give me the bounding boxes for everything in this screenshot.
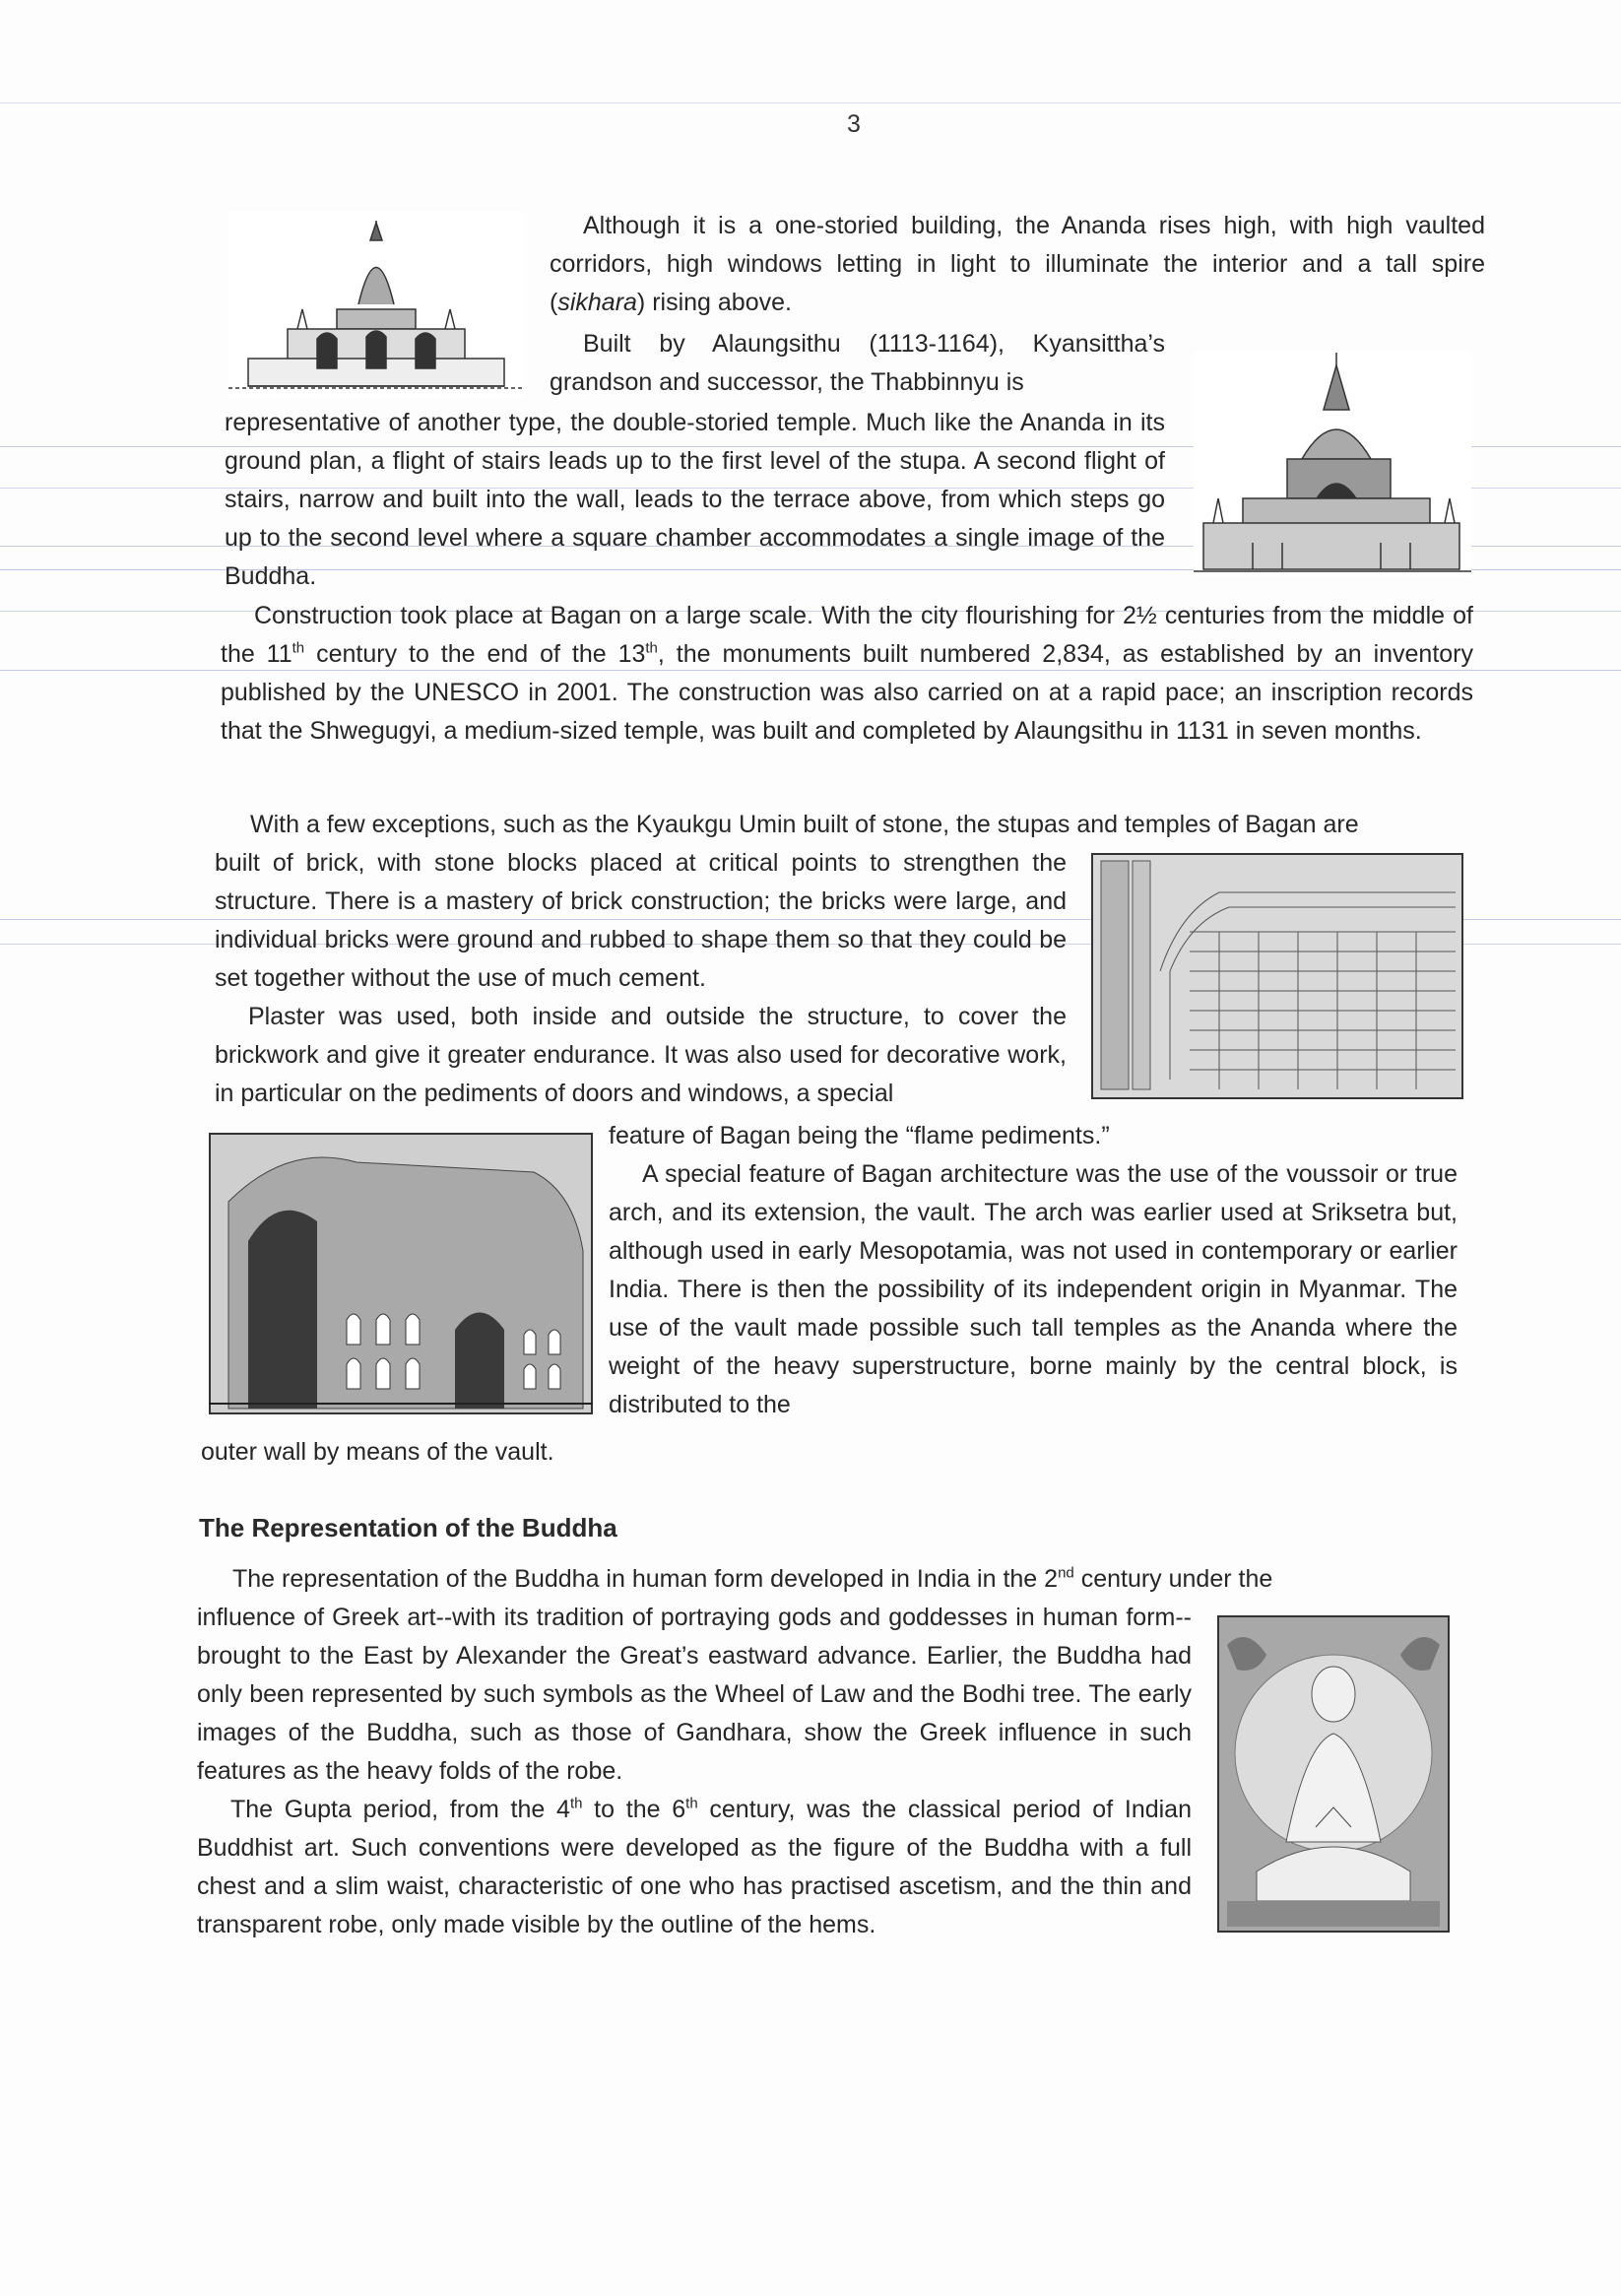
paragraph-8-text-c: century, was the classical period of Indian Buddhist art. Such conventions were developed as the figure of the Buddha with a full chest and a slim waist, characteristic of one who has practised ascetism, and the thin and transparent robe, only made visible by the outline of the hems.	[197, 1796, 1192, 1938]
superscript: th	[569, 1795, 583, 1812]
superscript: th	[292, 639, 305, 657]
superscript: th	[685, 1795, 698, 1812]
paragraph-6-last-line: outer wall by means of the vault.	[201, 1438, 554, 1466]
paragraph-1: Although it is a one-storied building, the Ananda rises high, with high vaulted corridors, high windows letting in light to illuminate the interior and a tall spire (sikhara) rising above.	[550, 212, 1485, 316]
superscript: th	[645, 639, 658, 657]
scan-line	[0, 102, 1621, 103]
paragraph-4-text: built of brick, with stone blocks placed at critical points to strengthen the structure. There is a mastery of brick construction; the bricks were large, and individual bricks were ground and rubbed to shape them so that they could be set together without the use of much cement.	[215, 849, 1067, 992]
paragraph-6	[609, 1117, 1458, 1424]
paragraph-3-text-b: century to the end of the 13	[304, 640, 646, 668]
paragraph-4-first	[217, 806, 1469, 844]
paragraph-7-first	[199, 1560, 1458, 1599]
paragraph-8-text-a: The Gupta period, from the 4	[230, 1796, 570, 1823]
paragraph-2-rest	[225, 404, 1165, 596]
paragraph-1-text: Although it is a one-storied building, the Ananda rises high, with high vaulted corridors, high windows letting in light to illuminate the interior and a tall spire	[550, 212, 1485, 278]
paragraph-4-5	[215, 844, 1067, 1113]
paragraph-7-text-a: The representation of the Buddha in human form developed in India in the 2	[232, 1565, 1059, 1593]
paragraph-6-end	[201, 1433, 1087, 1472]
paragraph-2-start	[550, 325, 1165, 402]
paragraph-4-first-line: With a few exceptions, such as the Kyaukgu Umin built of stone, the stupas and temples of Bagan are	[250, 811, 1359, 838]
paragraph-2-text: representative of another type, the double-storied temple. Much like the Ananda in its ground plan, a flight of stairs leads up to the first level of the stupa. A second flight of stairs, narrow and built into the wall, leads to the terrace above, from which steps go up to the second level where a square chamber accommodates a single image of the Buddha.	[225, 409, 1165, 590]
paragraph-7-text: influence of Greek art--with its tradition of portraying gods and goddesses in human form--brought to the East by Alexander the Great’s eastward advance. Earlier, the Buddha had only been represented by such symbols as the Wheel of Law and the Bodhi tree. The early images of the Buddha, such as those of Gandhara, show the Greek influence in such features as the heavy folds of the robe.	[197, 1604, 1192, 1785]
brickwork-plaster-photo	[1091, 853, 1463, 1099]
paragraph-7-8	[197, 1599, 1192, 1944]
paragraph-2-first-lines: Built by Alaungsithu (1113-1164), Kyansittha’s grandson and successor, the Thabbinnyu is	[550, 330, 1165, 396]
paragraph-5-end: feature of Bagan being the “flame pediments.”	[609, 1122, 1110, 1149]
vaulted-arch-photo	[209, 1133, 593, 1414]
paragraph-3	[221, 597, 1473, 751]
paragraph-5-text: Plaster was used, both inside and outside the structure, to cover the brickwork and give it greater endurance. It was also used for decorative work, in particular on the pediments of doors and windows, a special	[215, 1003, 1067, 1107]
paragraph-3-text-c: , the monuments built numbered 2,834, as established by an inventory published by the UNESCO in 2001. The construction was also carried on at a rapid pace; an inscription records that the Shwegugyi, a medium-sized temple, was built and completed by Alaungsithu in 1131 in seven months.	[221, 640, 1474, 745]
paragraph-1-italic: sikhara	[557, 289, 637, 316]
paragraph-1-end: rising above.	[645, 289, 792, 316]
paragraph-7-text-b: century under the	[1073, 1565, 1273, 1593]
paragraph-3-text-a: Construction took place at Bagan on a large scale. With the city flourishing for 2½ centuries from the middle of the 11	[221, 602, 1473, 668]
buddha-sculpture-photo	[1217, 1615, 1450, 1933]
page-number: 3	[847, 110, 861, 138]
paragraph-6-text: A special feature of Bagan architecture was the use of the voussoir or true arch, and its extension, the vault. The arch was earlier used at Sriksetra but, although used in early Mesopotamia, was not used in contemporary or earlier India. There is then the possibility of its independent origin in Myanmar. The use of the vault made possible such tall temples as the Ananda where the weight of the heavy superstructure, borne mainly by the central block, is distributed to the	[609, 1160, 1458, 1418]
section-heading: The Representation of the Buddha	[199, 1513, 617, 1542]
thabbinnyu-temple-illustration	[1194, 351, 1471, 577]
paragraph-8-text-b: to the 6	[582, 1796, 686, 1823]
ananda-temple-illustration	[228, 211, 524, 398]
superscript: nd	[1058, 1564, 1074, 1582]
